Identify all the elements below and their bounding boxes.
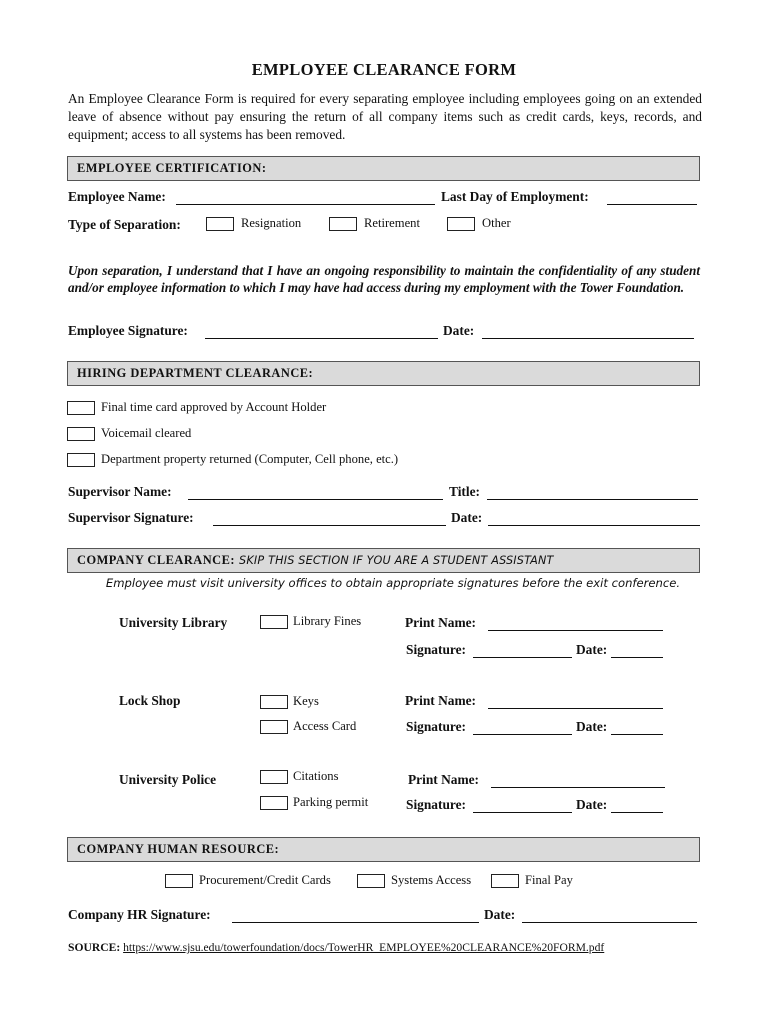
final-pay-label: Final Pay [525,873,573,887]
final-time-card-label: Final time card approved by Account Holder [101,400,327,414]
supervisor-signature-label: Supervisor Signature: [68,510,194,525]
form-title: EMPLOYEE CLEARANCE FORM [251,60,517,79]
library-signature-field[interactable] [473,657,572,658]
employee-date-label: Date: [443,323,475,338]
parking-permit-label: Parking permit [293,795,369,809]
supervisor-title-label: Title: [449,484,480,499]
university-library-label: University Library [119,615,228,630]
company-clearance-subheader: SKIP THIS SECTION IF YOU ARE A STUDENT ASSISTANT [239,554,554,567]
hiring-department-header-text: HIRING DEPARTMENT CLEARANCE: [77,366,314,380]
police-date-label: Date: [576,797,608,812]
university-police-label: University Police [119,772,217,787]
department-property-checkbox[interactable] [67,453,95,467]
last-day-field[interactable] [607,204,697,205]
resignation-option-label: Resignation [241,216,302,230]
procurement-checkbox[interactable] [165,874,193,888]
human-resource-header-text: COMPANY HUMAN RESOURCE: [77,842,280,856]
hr-date-field[interactable] [522,922,697,923]
other-option-label: Other [482,216,511,230]
supervisor-signature-field[interactable] [213,525,446,526]
hr-date-label: Date: [484,907,516,922]
keys-checkbox[interactable] [260,695,288,709]
procurement-label: Procurement/Credit Cards [199,873,331,887]
supervisor-name-field[interactable] [188,499,443,500]
access-card-label: Access Card [293,719,357,733]
police-date-field[interactable] [611,812,663,813]
human-resource-header [67,837,700,862]
lock-shop-signature-label: Signature: [406,719,467,734]
voicemail-checkbox[interactable] [67,427,95,441]
confidentiality-statement: Upon separation, I understand that I have an ongoing responsibility to maintain the confidentiality of any student and/or employee information to which I may have had access during my employment with the Tower Foundation. [68,263,700,296]
systems-access-checkbox[interactable] [357,874,385,888]
intro-paragraph: An Employee Clearance Form is required for every separating employee including employees going on an extended leave of absence without pay ensuring the return of all company items such as credit cards, keys, records, and equipment; access to all systems has been removed. [68,91,702,143]
police-signature-label: Signature: [406,797,467,812]
library-date-label: Date: [576,642,608,657]
company-clearance-header-text: COMPANY CLEARANCE: [77,553,236,567]
parking-permit-checkbox[interactable] [260,796,288,810]
citations-checkbox[interactable] [260,770,288,784]
police-print-name-field[interactable] [491,787,665,788]
department-property-label: Department property returned (Computer, Cell phone, etc.) [101,452,399,466]
library-fines-checkbox[interactable] [260,615,288,629]
other-checkbox[interactable] [447,217,475,231]
employee-date-field[interactable] [482,338,694,339]
employee-signature-field[interactable] [205,338,438,339]
hr-signature-label: Company HR Signature: [68,907,211,922]
police-signature-field[interactable] [473,812,572,813]
hr-signature-field[interactable] [232,922,479,923]
library-signature-label: Signature: [406,642,467,657]
supervisor-date-label: Date: [451,510,483,525]
lock-shop-date-field[interactable] [611,734,663,735]
supervisor-date-field[interactable] [488,525,700,526]
lock-shop-signature-field[interactable] [473,734,572,735]
lock-shop-print-name-field[interactable] [488,708,663,709]
final-time-card-checkbox[interactable] [67,401,95,415]
company-clearance-note: Employee must visit university offices to obtain appropriate signatures before the exit conference. [105,576,681,590]
library-print-name-label: Print Name: [405,615,477,630]
source-label: SOURCE: [68,941,121,954]
separation-type-label: Type of Separation: [68,217,181,232]
employee-name-label: Employee Name: [68,189,166,204]
final-pay-checkbox[interactable] [491,874,519,888]
employee-name-field[interactable] [176,204,435,205]
police-print-name-label: Print Name: [408,772,480,787]
systems-access-label: Systems Access [391,873,472,887]
retirement-option-label: Retirement [364,216,420,230]
hiring-department-header [67,361,700,386]
lock-shop-date-label: Date: [576,719,608,734]
citations-label: Citations [293,769,339,783]
library-date-field[interactable] [611,657,663,658]
employee-certification-header [67,156,700,181]
supervisor-name-label: Supervisor Name: [68,484,172,499]
access-card-checkbox[interactable] [260,720,288,734]
resignation-checkbox[interactable] [206,217,234,231]
voicemail-label: Voicemail cleared [101,426,192,440]
employee-certification-header-text: EMPLOYEE CERTIFICATION: [77,161,267,175]
source-link[interactable]: https://www.sjsu.edu/towerfoundation/docs/TowerHR_EMPLOYEE%20CLEARANCE%20FORM.pdf [123,941,605,954]
supervisor-title-field[interactable] [487,499,698,500]
lock-shop-label: Lock Shop [119,693,181,708]
retirement-checkbox[interactable] [329,217,357,231]
last-day-label: Last Day of Employment: [441,189,589,204]
source-line [68,941,604,954]
library-print-name-field[interactable] [488,630,663,631]
keys-label: Keys [293,694,319,708]
lock-shop-print-name-label: Print Name: [405,693,477,708]
library-fines-label: Library Fines [293,614,362,628]
employee-signature-label: Employee Signature: [68,323,188,338]
company-clearance-header [67,548,700,573]
